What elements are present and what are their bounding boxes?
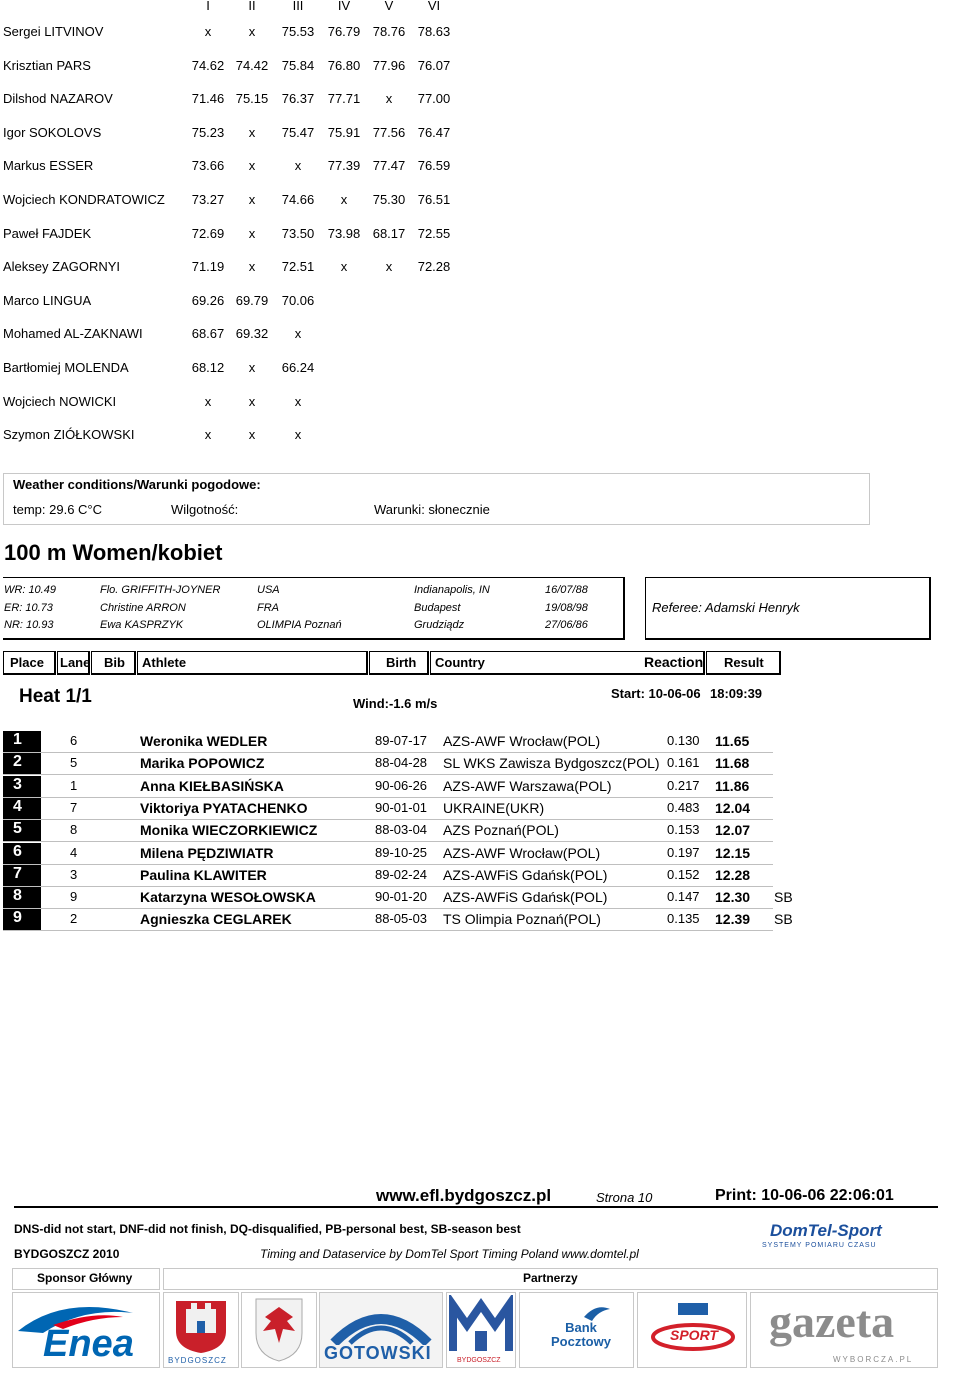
hammer-attempt: 73.27 — [191, 192, 225, 207]
result-athlete: Weronika WEDLER — [140, 733, 268, 749]
timing-credit: Timing and Dataservice by DomTel Sport Timing Poland www.domtel.pl — [260, 1247, 639, 1261]
hammer-attempt: 74.66 — [281, 192, 315, 207]
row-divider — [3, 930, 773, 931]
result-lane: 2 — [70, 911, 78, 927]
record-label: WR: 10.49 — [4, 584, 56, 596]
result-reaction: 0.217 — [667, 777, 700, 793]
legend: DNS-did not start, DNF-did not finish, DQ-disqualified, PB-personal best, SB-season best — [14, 1222, 521, 1236]
result-club: SL WKS Zawisza Bydgoszcz(POL) — [443, 755, 660, 772]
referee: Referee: Adamski Henryk — [652, 600, 800, 615]
result-birth: 88-04-28 — [375, 755, 428, 771]
result-reaction: 0.147 — [667, 889, 700, 905]
bydgoszcz-text: BYDGOSZCZ — [168, 1356, 227, 1365]
result-result: 11.65 — [715, 733, 750, 749]
result-lane: 8 — [70, 822, 78, 838]
hammer-attempt: 77.56 — [372, 124, 406, 140]
result-result: 12.15 — [715, 844, 751, 861]
hammer-attempt: 68.67 — [191, 326, 225, 342]
result-birth: 89-07-17 — [375, 733, 428, 748]
round-header-4: IV — [337, 0, 351, 13]
result-reaction: 0.197 — [667, 844, 700, 860]
result-result: 12.39 — [715, 911, 751, 928]
result-place: 4 — [3, 798, 41, 819]
hammer-attempt: 75.47 — [281, 124, 315, 140]
result-club: UKRAINE(UKR) — [443, 799, 545, 816]
hammer-attempt: 75.84 — [281, 57, 315, 73]
result-reaction: 0.483 — [667, 799, 700, 815]
result-athlete: Viktoriya PYATACHENKO — [140, 799, 308, 816]
result-birth: 90-01-01 — [375, 799, 428, 815]
record-date: 27/06/86 — [545, 619, 588, 631]
domtel-tagline: SYSTEMY POMIARU CZASU — [762, 1242, 877, 1249]
enea-logo — [12, 1292, 160, 1368]
record-date: 16/07/88 — [545, 584, 588, 596]
hammer-attempt: x — [204, 427, 212, 443]
weather-title: Weather conditions/Warunki pogodowe: — [13, 477, 261, 492]
round-header-3: III — [292, 0, 304, 13]
result-club: AZS-AWFiS Gdańsk(POL) — [443, 889, 608, 906]
row-divider — [3, 886, 773, 887]
hammer-attempt: 75.15 — [235, 91, 269, 107]
result-reaction: 0.153 — [667, 822, 700, 838]
result-lane: 5 — [70, 755, 78, 771]
hammer-attempt: 73.98 — [327, 225, 361, 241]
hammer-attempt: 72.28 — [417, 259, 451, 275]
hammer-attempt: 68.12 — [191, 360, 225, 375]
mik-logo — [446, 1292, 516, 1368]
record-label: ER: 10.73 — [4, 601, 53, 614]
record-nation: FRA — [257, 601, 279, 614]
tvp-sport-logo — [637, 1292, 747, 1368]
hammer-attempt: 66.24 — [281, 360, 315, 375]
result-lane: 9 — [70, 889, 78, 905]
bank-text: Bank Pocztowy — [551, 1320, 611, 1349]
print-time: Print: 10-06-06 22:06:01 — [715, 1187, 894, 1204]
result-athlete: Agnieszka CEGLAREK — [140, 911, 292, 928]
hammer-attempt: 75.91 — [327, 124, 361, 140]
hammer-attempt: 75.30 — [372, 192, 406, 207]
hammer-attempt: x — [248, 225, 256, 241]
col-reaction: Reaction — [644, 654, 704, 670]
row-divider — [3, 797, 773, 798]
result-birth: 88-05-03 — [375, 911, 428, 927]
hammer-athlete-name: Mohamed AL-ZAKNAWI — [3, 326, 143, 342]
event-title: 100 m Women/kobiet — [4, 540, 223, 565]
result-lane: 4 — [70, 844, 78, 860]
hammer-attempt: x — [385, 91, 393, 107]
result-note: SB — [774, 889, 793, 906]
result-birth: 89-02-24 — [375, 866, 428, 882]
hammer-attempt: 76.51 — [417, 192, 451, 207]
hammer-attempt: 69.32 — [235, 326, 269, 342]
round-header-5: V — [384, 0, 394, 13]
hammer-attempt: 75.53 — [281, 24, 315, 39]
result-lane: 7 — [70, 799, 78, 815]
hammer-attempt: 71.46 — [191, 91, 225, 107]
hammer-attempt: x — [204, 24, 212, 39]
result-place: 7 — [3, 865, 41, 886]
hammer-attempt: 75.23 — [191, 124, 225, 140]
mik-text: BYDGOSZCZ — [457, 1357, 501, 1364]
hammer-attempt: 72.55 — [417, 225, 451, 241]
hammer-athlete-name: Szymon ZIÓŁKOWSKI — [3, 427, 135, 443]
result-place: 6 — [3, 843, 41, 864]
gazeta-logo — [750, 1292, 938, 1368]
result-athlete: Anna KIEŁBASIŃSKA — [140, 777, 284, 794]
hammer-attempt: x — [294, 326, 302, 342]
row-divider — [3, 864, 773, 865]
round-header-2: II — [248, 0, 256, 13]
round-header-6: VI — [427, 0, 441, 13]
eagle-crest-logo — [241, 1292, 317, 1368]
gotowski-text: GOTOWSKI — [324, 1343, 432, 1363]
domtel-logo: DomTel-Sport — [770, 1221, 882, 1240]
record-nation: USA — [257, 584, 280, 596]
hammer-attempt: 78.76 — [372, 24, 406, 39]
hammer-attempt: x — [294, 427, 302, 443]
result-place: 8 — [3, 887, 41, 908]
result-result: 12.04 — [715, 799, 751, 816]
hammer-attempt: 76.79 — [327, 24, 361, 39]
weather-conditions: Warunki: słonecznie — [374, 502, 490, 517]
hammer-attempt: x — [248, 393, 256, 409]
result-club: AZS Poznań(POL) — [443, 822, 559, 839]
col-birth: Birth — [369, 651, 429, 675]
result-reaction: 0.130 — [667, 733, 700, 748]
page-number: Strona 10 — [596, 1190, 653, 1205]
hammer-athlete-name: Bartłomiej MOLENDA — [3, 360, 129, 375]
weather-temp: temp: 29.6 C°C — [13, 502, 103, 517]
result-athlete: Marika POPOWICZ — [140, 755, 265, 772]
round-header-1: I — [206, 0, 210, 13]
hammer-athlete-name: Wojciech NOWICKI — [3, 393, 117, 409]
result-club: AZS-AWF Wrocław(POL) — [443, 844, 601, 861]
result-birth: 90-06-26 — [375, 777, 428, 793]
partners-label: Partnerzy — [523, 1271, 578, 1285]
hammer-athlete-name: Wojciech KONDRATOWICZ — [3, 192, 165, 207]
hammer-attempt: x — [248, 192, 256, 207]
col-country: Country — [430, 651, 705, 675]
gazeta-sub-text: WYBORCZA.PL — [833, 1355, 914, 1364]
hammer-attempt: 69.79 — [235, 292, 269, 308]
col-lane: Lane — [57, 651, 90, 675]
result-result: 11.68 — [715, 755, 750, 772]
record-place: Budapest — [414, 601, 461, 614]
hammer-attempt: 71.19 — [191, 259, 225, 275]
city-year: BYDGOSZCZ 2010 — [14, 1247, 120, 1261]
hammer-athlete-name: Krisztian PARS — [3, 57, 91, 73]
bank-pocztowy-logo — [519, 1292, 634, 1368]
hammer-attempt: 72.69 — [191, 225, 225, 241]
hammer-attempt: 77.39 — [327, 158, 361, 174]
sponsor-label: Sponsor Główny — [37, 1271, 133, 1285]
col-place: Place — [3, 651, 56, 675]
hammer-attempt: x — [248, 124, 256, 140]
hammer-athlete-name: Sergei LITVINOV — [3, 24, 104, 39]
hammer-attempt: 70.06 — [281, 292, 315, 308]
result-athlete: Paulina KLAWITER — [140, 866, 267, 883]
gazeta-text: gazeta — [769, 1296, 895, 1347]
footer-rule — [14, 1206, 938, 1208]
tvp-text: SPORT — [670, 1327, 718, 1343]
hammer-attempt: x — [248, 158, 256, 174]
start-time: 18:09:39 — [710, 686, 763, 701]
eagle-crest-icon — [242, 1293, 316, 1367]
result-club: AZS-AWF Warszawa(POL) — [443, 777, 612, 794]
hammer-attempt: x — [294, 393, 302, 409]
hammer-attempt: 72.51 — [281, 259, 315, 275]
record-place: Indianapolis, IN — [414, 584, 490, 596]
wind: Wind:-1.6 m/s — [353, 696, 438, 711]
result-result: 11.86 — [715, 777, 750, 794]
heat-label: Heat 1/1 — [19, 686, 92, 707]
row-divider — [3, 841, 773, 842]
hammer-attempt: 74.42 — [235, 57, 269, 73]
result-place: 9 — [3, 909, 41, 930]
mik-emblem-icon — [447, 1295, 515, 1357]
tvp-box-icon — [678, 1303, 708, 1315]
enea-text: Enea — [43, 1323, 134, 1365]
record-athlete: Christine ARRON — [100, 601, 186, 614]
hammer-attempt: 73.50 — [281, 225, 315, 241]
result-athlete: Monika WIECZORKIEWICZ — [140, 822, 318, 839]
result-athlete: Katarzyna WESOŁOWSKA — [140, 889, 316, 906]
site-url: www.efl.bydgoszcz.pl — [376, 1186, 552, 1205]
result-club: TS Olimpia Poznań(POL) — [443, 911, 601, 928]
hammer-attempt: x — [294, 158, 302, 174]
hammer-attempt: x — [248, 24, 256, 39]
hammer-attempt: 74.62 — [191, 57, 225, 73]
hammer-attempt: 77.00 — [417, 91, 451, 107]
result-place: 3 — [3, 776, 41, 797]
hammer-attempt: 77.96 — [372, 57, 406, 73]
row-divider — [3, 908, 773, 909]
hammer-athlete-name: Aleksey ZAGORNYI — [3, 259, 121, 275]
result-lane: 6 — [70, 733, 78, 748]
bydgoszcz-crest-icon — [164, 1295, 238, 1355]
result-reaction: 0.135 — [667, 911, 700, 927]
col-athlete: Athlete — [137, 651, 368, 675]
hammer-attempt: 77.71 — [327, 91, 361, 107]
result-note: SB — [774, 911, 793, 928]
weather-humidity: Wilgotność: — [171, 502, 239, 517]
hammer-attempt: 76.37 — [281, 91, 315, 107]
hammer-attempt: 76.80 — [327, 57, 361, 73]
hammer-attempt: x — [248, 427, 256, 443]
hammer-athlete-name: Marco LINGUA — [3, 292, 92, 308]
hammer-attempt: 78.63 — [417, 24, 451, 39]
hammer-attempt: x — [248, 259, 256, 275]
gotowski-logo — [319, 1292, 443, 1368]
record-date: 19/08/98 — [545, 601, 588, 614]
result-club: AZS-AWF Wrocław(POL) — [443, 733, 601, 749]
record-athlete: Ewa KASPRZYK — [100, 619, 184, 631]
result-reaction: 0.152 — [667, 866, 700, 882]
hammer-attempt: x — [204, 393, 212, 409]
hammer-attempt: 76.59 — [417, 158, 451, 174]
result-place: 5 — [3, 820, 41, 841]
result-result: 12.28 — [715, 866, 751, 883]
record-athlete: Flo. GRIFFITH-JOYNER — [100, 584, 221, 596]
hammer-athlete-name: Markus ESSER — [3, 158, 94, 174]
col-bib: Bib — [91, 651, 136, 675]
hammer-athlete-name: Dilshod NAZAROV — [3, 91, 113, 107]
col-result: Result — [706, 651, 781, 675]
hammer-attempt: x — [340, 192, 348, 207]
row-divider — [3, 774, 773, 775]
hammer-attempt: 76.07 — [417, 57, 451, 73]
result-place: 2 — [3, 753, 41, 774]
result-birth: 90-01-20 — [375, 889, 428, 905]
hammer-attempt: 68.17 — [372, 225, 406, 241]
result-athlete: Milena PĘDZIWIATR — [140, 844, 274, 861]
result-result: 12.30 — [715, 889, 751, 906]
hammer-athlete-name: Igor SOKOLOVS — [3, 124, 102, 140]
hammer-attempt: 69.26 — [191, 292, 225, 308]
bydgoszcz-logo — [163, 1292, 239, 1368]
result-lane: 3 — [70, 866, 78, 882]
hammer-attempt: x — [385, 259, 393, 275]
hammer-attempt: 77.47 — [372, 158, 406, 174]
row-divider — [3, 819, 773, 820]
result-lane: 1 — [70, 777, 78, 793]
record-label: NR: 10.93 — [4, 619, 54, 631]
row-divider — [3, 752, 773, 753]
result-club: AZS-AWFiS Gdańsk(POL) — [443, 866, 608, 883]
result-place: 1 — [3, 731, 41, 752]
start-date: Start: 10-06-06 — [611, 686, 701, 701]
gotowski-arch-icon — [320, 1295, 442, 1345]
hammer-attempt: x — [340, 259, 348, 275]
hammer-athlete-name: Paweł FAJDEK — [3, 225, 92, 241]
record-nation: OLIMPIA Poznań — [257, 619, 342, 631]
record-place: Grudziądz — [414, 619, 465, 631]
result-birth: 89-10-25 — [375, 844, 428, 860]
result-result: 12.07 — [715, 822, 751, 839]
result-birth: 88-03-04 — [375, 822, 428, 838]
hammer-attempt: x — [248, 360, 256, 375]
hammer-attempt: 73.66 — [191, 158, 225, 174]
result-reaction: 0.161 — [667, 755, 700, 771]
hammer-attempt: 76.47 — [417, 124, 451, 140]
